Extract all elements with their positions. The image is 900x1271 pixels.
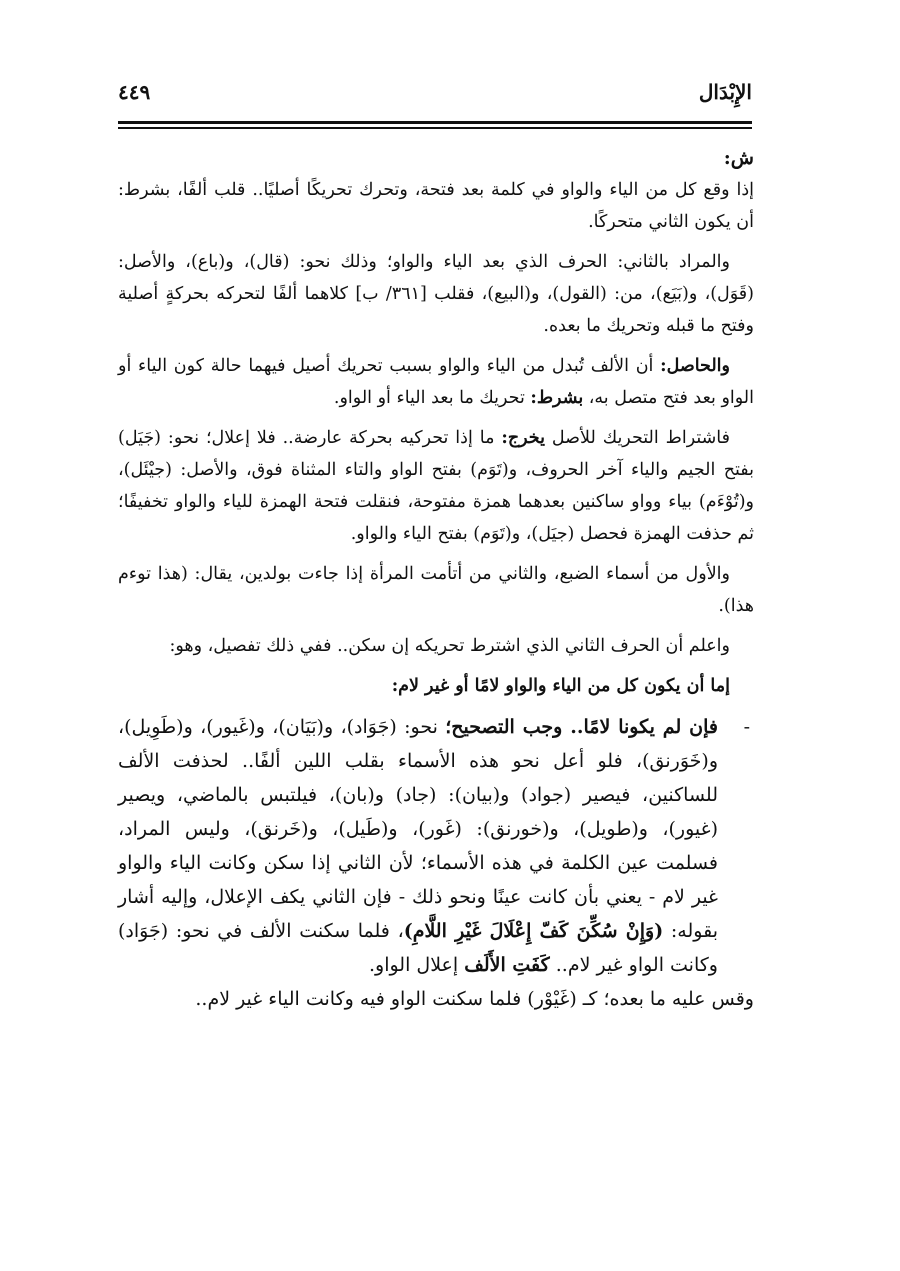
paragraph-8: وقس عليه ما بعده؛ كـ (غَيْوْر) فلما سكنت الواو فيه وكانت الياء غير لام.. xyxy=(195,988,754,1010)
bullet-item: - فإن لم يكونا لامًا.. وجب التصحيح؛ نحو: (جَوَاد)، و(بَيَان)، و(غَيور)، و(طَوِيل)، و(خَوَرنق)، فلو أعل نحو هذه الأسماء بقلب اللين ألفًا.. لحذفت الألف للساكنين، فيصير (جواد) و(بيان): (جاد) و(بان)، فيلتبس بالماضي، ويصير (غيور)، و(طويل)، و(خورنق): (غَور)، و(طَيل)، و(خَرنق)، وليس المراد، فسلمت عين الكلمة في هذه الأسماء؛ لأن الثاني إذا سكن وكانت الياء والواو غير لام - يعني بأن كانت عينًا ونحو ذلك - فإن الثاني يكف الإعلال، وإليه أشار بقوله: (وَإِنْ سُكِّنَ كَفّ إِعْلَالَ غَيْرِ اللَّامِ)، فلما سكنت الألف في نحو: (جَوَاد) وكانت الواو غير لام.. كَفَتِ الأَلَف إعلال الواو. xyxy=(118,710,754,982)
bold-term: بشرط: xyxy=(530,388,584,408)
verse-quote: (وَإِنْ سُكِّنَ كَفّ إِعْلَالَ غَيْرِ اللَّامِ) xyxy=(403,920,664,942)
paragraph-1: إذا وقع كل من الياء والواو في كلمة بعد فتحة، وتحرك تحريكًا أصليًا.. قلب ألفًا، بشرط: أن يكون الثاني متحركًا. xyxy=(118,180,754,232)
verse-quote: كَفَتِ الأَلَف xyxy=(464,954,550,976)
paragraph-6: واعلم أن الحرف الثاني الذي اشترط تحريكه إن سكن.. ففي ذلك تفصيل، وهو: xyxy=(169,636,730,656)
bold-term: فإن لم يكونا لامًا.. وجب التصحيح؛ xyxy=(445,716,718,738)
bold-term: يخرج: xyxy=(501,428,545,448)
header-rule-thin xyxy=(118,127,752,129)
bold-term: والحاصل: xyxy=(660,356,730,376)
paragraph-2: والمراد بالثاني: الحرف الذي بعد الياء والواو؛ وذلك نحو: (قال)، و(باع)، والأصل: (قَوَل)، و(بَيَع)، من: (القول)، و(البيع)، فقلب [٣٦١/ ب] كلاهما ألفًا لتحركه بحركةٍ أصلية وفتح ما قبله وتحريك ما بعده. xyxy=(118,252,754,336)
page-number: ٤٤٩ xyxy=(118,80,151,104)
paragraph-4: فاشتراط التحريك للأصل يخرج: ما إذا تحركيه بحركة عارضة.. فلا إعلال؛ نحو: (جَيَل) بفتح الجيم والياء آخر الحروف، و(تَوَم) بفتح الواو والتاء المثناة فوق، والأصل: (جيْئَل)، و(تُوْءَم) بياء وواو ساكنين بعدهما همزة مفتوحة، فنقلت فتحة الهمزة للياء والواو تخفيفًا؛ ثم حذفت الهمزة فحصل (جيَل)، و(تَوَم) بفتح الياء والواو. xyxy=(118,428,754,544)
page-header xyxy=(118,78,752,118)
bullet-dash: - xyxy=(743,716,750,738)
commentary-label: ش: xyxy=(723,147,754,169)
paragraph-7: إما أن يكون كل من الياء والواو لامًا أو غير لام: xyxy=(391,676,730,696)
page-body xyxy=(118,142,754,1024)
running-title: الإِبْدَال xyxy=(698,80,752,104)
paragraph-3: والحاصل: أن الألف تُبدل من الياء والواو بسبب تحريك أصيل فيهما حالة كون الياء أو الواو بعد فتح متصل به، بشرط: تحريك ما بعد الياء أو الواو. xyxy=(118,356,754,408)
header-rule-thick xyxy=(118,121,752,124)
paragraph-5: والأول من أسماء الضبع، والثاني من أتأمت المرأة إذا جاءت بولدين، يقال: (هذا توءم هذا). xyxy=(118,564,754,616)
